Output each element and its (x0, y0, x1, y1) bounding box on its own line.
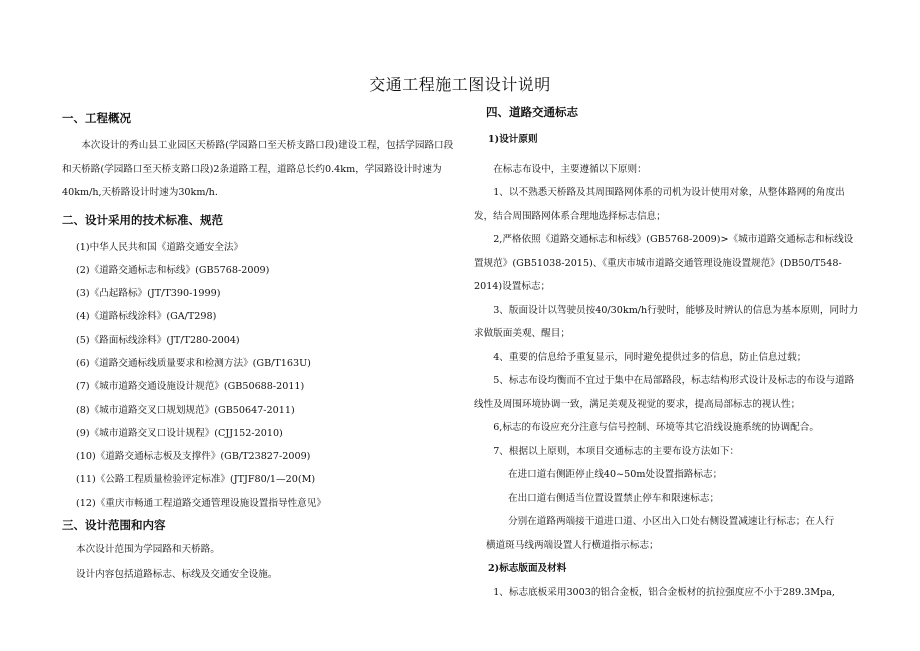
right-column (474, 104, 860, 604)
standard-item: (4)《道路标线涂料》(GA/T298) (76, 311, 217, 323)
standard-item: (9)《城市道路交叉口设计规程》(CJJ152-2010) (76, 427, 283, 439)
section-2-heading: 二、设计采用的技术标准、规范 (62, 212, 223, 227)
standard-item: (11)《公路工程质量检验评定标准》(JTJF80/1—20(M) (76, 474, 316, 486)
principle-item: 5、标志布设均衡而不宜过于集中在局部路段，标志结构形式设计及标志的布设与道路线性及周围环境协调一致，满足美观及视觉的要求，提高局部标志的视认性； (474, 375, 855, 410)
subsection-design-principles: 1)设计原则 (488, 134, 538, 145)
section-4-heading: 四、道路交通标志 (486, 105, 578, 119)
standard-item: (2)《道路交通标志和标线》(GB5768-2009) (76, 264, 270, 276)
method-item: 在进口道右侧距停止线40~50m处设置指路标志； (508, 469, 723, 480)
left-column (62, 110, 457, 587)
standard-item: (3)《凸起路标》(JT/T390-1999) (76, 288, 221, 300)
method-item: 分别在道路两端接干道进口道、小区出入口处右侧设置减速让行标志；在人行 (508, 516, 835, 527)
standards-list (62, 236, 457, 516)
principle-item: 7、根据以上原则，本项目交通标志的主要布设方法如下： (493, 445, 740, 457)
standard-item: (10)《道路交通标志板及支撑件》(GB/T23827-2009) (76, 451, 311, 463)
principles-intro: 在标志布设中，主要遵循以下原则： (493, 163, 647, 175)
method-item: 在出口道右侧适当位置设置禁止停车和限速标志； (508, 492, 720, 504)
principle-item: 3、版面设计以驾驶员按40/30km/h行驶时，能够及时辨认的信息为基本原则，同时力求做版面美观、醒目； (474, 304, 859, 339)
principle-item: 1、以不熟悉天桥路及其周围路网体系的司机为设计使用对象，从整体路网的角度出发，结合周围路网体系合理地选择标志信息； (474, 187, 845, 222)
standard-item: (1)中华人民共和国《道路交通安全法》 (76, 241, 244, 253)
standard-item: (8)《城市道路交叉口规划规范》(GB50647-2011) (76, 404, 295, 416)
method-item: 横道斑马线两端设置人行横道指示标志； (486, 539, 659, 551)
standard-item: (5)《路面标线涂料》(JT/T280-2004) (76, 334, 240, 346)
principle-item: 2,严格依照《道路交通标志和标线》(GB5768-2009)>《城市道路交通标志和标线设置规范》(GB51038-2015)、《重庆市城市道路交通管理设施设置规范》(DB50/T548-2014)设置标志； (474, 234, 854, 292)
principle-item: 6,标志的布设应充分注意与信号控制、环境等其它沿线设施系统的协调配合。 (493, 422, 819, 433)
section-3-line: 本次设计范围为学园路和天桥路。 (76, 544, 220, 556)
standard-item: (12)《重庆市畅通工程道路交通管理设施设置指导性意见》 (76, 497, 326, 509)
material-item: 1、标志底板采用3003的铝合金板，铝合金板材的抗拉强度应不小于289.3Mpa, (493, 586, 835, 598)
principle-item: 4、重要的信息给予重复显示，同时避免提供过多的信息，防止信息过载； (493, 351, 807, 363)
section-1-heading: 一、工程概况 (62, 111, 131, 125)
section-3-heading: 三、设计范围和内容 (62, 518, 166, 533)
standard-item: (6)《道路交通标线质量要求和检测方法》(GB/T163U) (76, 357, 311, 369)
document-title: 交通工程施工图设计说明 (369, 75, 551, 94)
subsection-sign-materials: 2)标志版面及材料 (488, 563, 567, 574)
section-1-paragraph: 本次设计的秀山县工业园区天桥路(学园路口至天桥支路口段)建设工程，包括学园路口段和天桥路(学园路口至天桥支路口段)2条道路工程，道路总长约0.4km，学园路设计时速为40km/h,天桥路设计时速为30km/h. (62, 140, 454, 198)
section-3-line: 设计内容包括道路标志、标线及交通安全设施。 (76, 569, 278, 581)
standard-item: (7)《城市道路交通设施设计规范》(GB50688-2011) (76, 381, 305, 393)
